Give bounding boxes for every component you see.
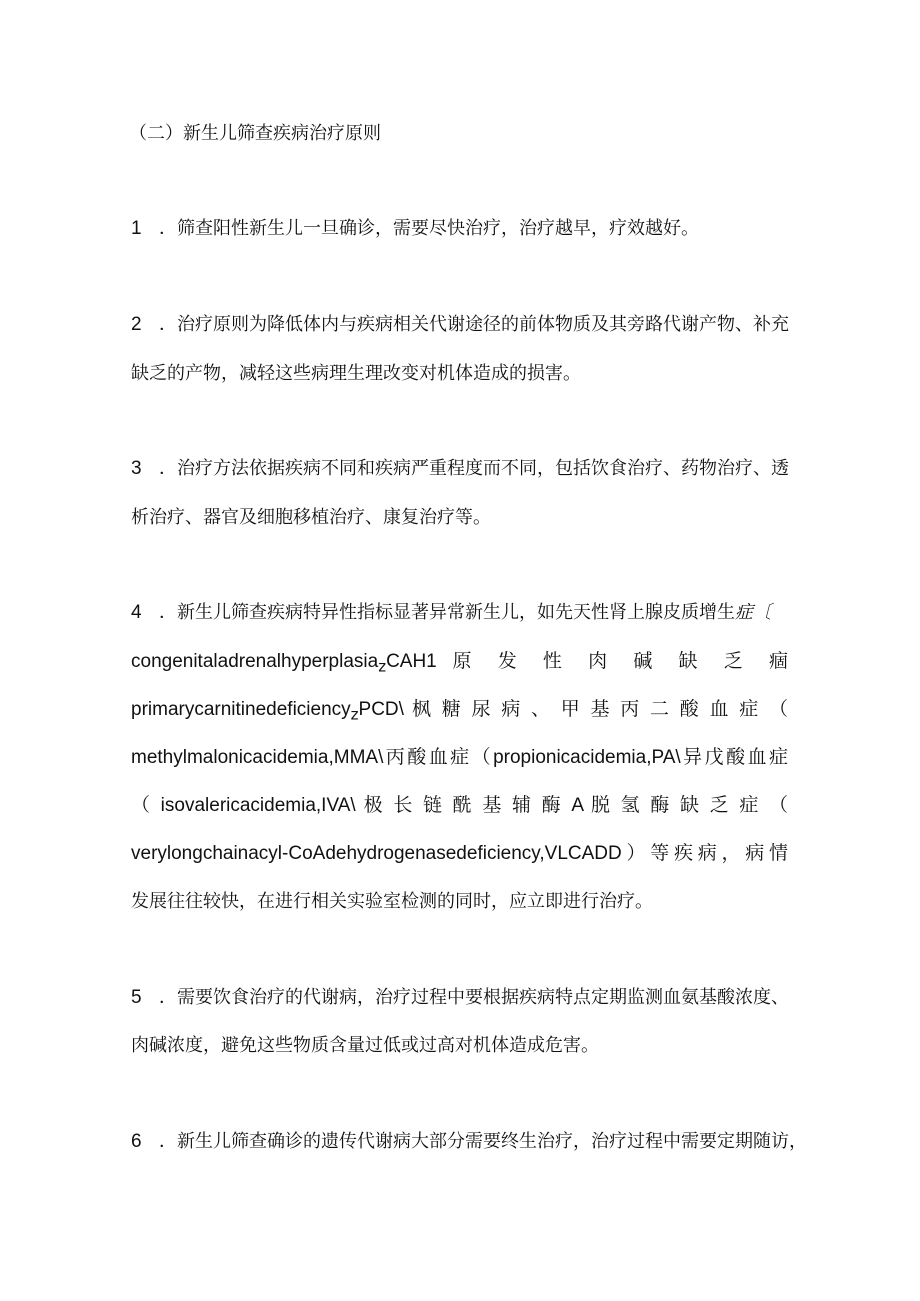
item-number: 3 [131,458,142,479]
item-text: ．治疗方法依据疾病不同和疾病严重程度而不同，包括饮食治疗、药物治疗、透 [159,458,789,479]
item-4-line-4: methylmalonicacidemia,MMA\丙酸血症（propionicacidemia,PA\异戊酸血症 [131,747,788,768]
section-heading: （二）新生儿筛查疾病治疗原则 [129,123,381,144]
item-4-line-3 [131,697,788,728]
subscript: z [378,657,387,676]
item-3-line-2: 析治疗、器官及细胞移植治疗、康复治疗等。 [131,507,491,528]
item-text: ．治疗原则为降低体内与疾病相关代谢途径的前体物质及其旁路代谢产物、补充 [159,314,789,335]
item-2-line-2: 缺乏的产物，减轻这些病理生理改变对机体造成的损害。 [131,363,581,384]
item-4-line-2 [131,649,788,680]
item-3-line-1 [131,456,789,482]
item-text-glyph: 症〔 [735,602,771,623]
item-number: 5 [131,987,142,1008]
term-text: PCD\ 枫 糖 尿 病 、 甲 基 丙 二 酸 血 症 （ [358,699,788,720]
item-text: ．新生儿筛查疾病特异性指标显著异常新生儿，如先天性肾上腺皮质增生 [159,602,735,623]
item-4-line-6: verylongchainacyl-CoAdehydrogenasedeficiency,VLCADD）等疾病，病情 [131,843,788,864]
item-5-line-2: 肉碱浓度，避免这些物质含量过低或过高对机体造成危害。 [131,1035,599,1056]
item-1-line-1 [131,216,699,242]
subscript: z [350,705,359,724]
item-2-line-1 [131,312,789,338]
item-5-line-1 [131,985,789,1011]
item-text: ．筛查阳性新生儿一旦确诊，需要尽快治疗，治疗越早，疗效越好。 [159,218,699,239]
term-text: congenitaladrenalhyperplasia [131,651,379,672]
item-text: ．需要饮食治疗的代谢病，治疗过程中要根据疾病特点定期监测血氨基酸浓度、 [159,987,789,1008]
item-number: 2 [131,314,142,335]
item-number: 4 [131,602,142,623]
item-text: ．新生儿筛查确诊的遗传代谢病大部分需要终生治疗，治疗过程中需要定期随访， [159,1131,807,1152]
item-4-line-1 [131,600,771,626]
item-4-line-5: （ isovalericacidemia,IVA\ 极 长 链 酰 基 辅 酶 A 脱 氢 酶 缺 乏 症 （ [131,795,788,816]
item-number: 6 [131,1131,142,1152]
item-number: 1 [131,218,142,239]
term-text: primarycarnitinedeficiency [131,699,351,720]
term-text: CAH1 原 发 性 肉 碱 缺 乏 痼 [386,651,788,672]
item-4-line-7: 发展往往较快，在进行相关实验室检测的同时，应立即进行治疗。 [131,891,653,912]
item-6-line-1 [131,1129,807,1155]
